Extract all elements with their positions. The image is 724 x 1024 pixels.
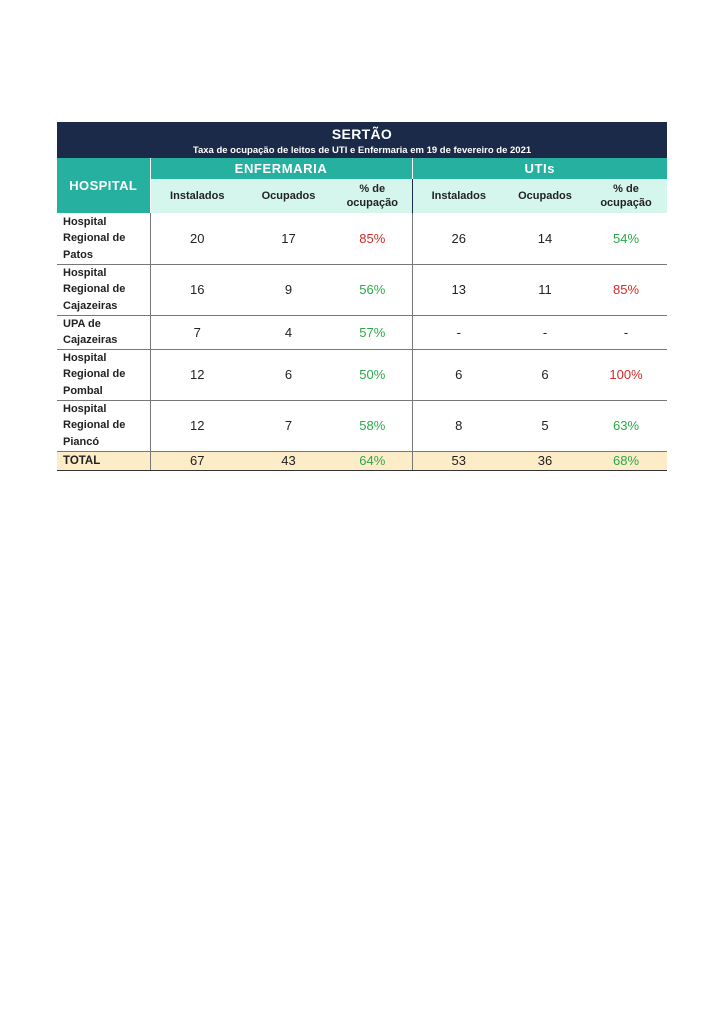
header-uti-instalados: Instalados: [412, 179, 505, 213]
enf-instalados-cell: 20: [150, 213, 244, 264]
header-enfermaria: ENFERMARIA: [150, 158, 412, 179]
total-enf-instalados: 67: [150, 451, 244, 470]
uti-pct-cell: -: [585, 315, 667, 349]
header-utis: UTIs: [412, 158, 667, 179]
header-enf-instalados: Instalados: [150, 179, 244, 213]
header-uti-ocupados: Ocupados: [505, 179, 585, 213]
enf-pct-cell: 57%: [333, 315, 412, 349]
report-title: SERTÃO: [331, 126, 393, 142]
header-enf-ocupados: Ocupados: [244, 179, 333, 213]
uti-instalados-cell: 6: [412, 349, 505, 400]
uti-instalados-cell: 8: [412, 400, 505, 451]
header-pct-line2: ocupação: [346, 197, 398, 209]
table-row: [57, 264, 667, 315]
enf-instalados-cell: 7: [150, 315, 244, 349]
hospital-name-line: Cajazeiras: [63, 334, 118, 346]
table-row: [57, 400, 667, 451]
enf-pct-cell: 85%: [333, 213, 412, 264]
title-band: [57, 122, 667, 158]
enf-ocupados-cell: 6: [244, 349, 333, 400]
hospital-name: [57, 315, 150, 349]
table-row: [57, 315, 667, 349]
uti-ocupados-cell: 5: [505, 400, 585, 451]
header-pct-line1: % de: [613, 183, 639, 195]
header-pct-line1: % de: [359, 183, 386, 195]
hospital-name-line: Hospital: [63, 266, 107, 279]
enf-pct-cell: 56%: [333, 264, 412, 315]
hospital-name-line: Pombal: [63, 384, 103, 397]
table-row: [57, 213, 667, 264]
enf-ocupados-cell: 4: [244, 315, 333, 349]
hospital-name-line: Regional de: [63, 368, 126, 381]
hospital-name-line: Hospital: [63, 351, 107, 364]
hospital-name-line: Regional de: [63, 283, 126, 296]
hospital-name-line: Regional de: [63, 419, 126, 432]
uti-ocupados-cell: 11: [505, 264, 585, 315]
hospital-name: [57, 349, 150, 400]
uti-ocupados-cell: 6: [505, 349, 585, 400]
enf-instalados-cell: 16: [150, 264, 244, 315]
uti-instalados-cell: 26: [412, 213, 505, 264]
header-uti-pct: [585, 179, 667, 213]
enf-ocupados-cell: 9: [244, 264, 333, 315]
uti-ocupados-cell: 14: [505, 213, 585, 264]
total-enf-ocupados: 43: [244, 451, 333, 470]
report-subtitle: Taxa de ocupação de leitos de UTI e Enfermaria em 19 de fevereiro de 2021: [192, 145, 532, 156]
occupancy-table: [57, 158, 667, 471]
hospital-name: [57, 264, 150, 315]
hospital-name-line: Hospital: [63, 215, 107, 228]
header-pct-line2: ocupação: [600, 197, 652, 209]
total-uti-pct: 68%: [585, 451, 667, 470]
hospital-name: [57, 213, 150, 264]
total-uti-instalados: 53: [412, 451, 505, 470]
header-enf-pct: [333, 179, 412, 213]
enf-pct-cell: 50%: [333, 349, 412, 400]
total-row: [57, 451, 667, 470]
enf-ocupados-cell: 7: [244, 400, 333, 451]
hospital-name-line: UPA de: [63, 317, 101, 330]
uti-pct-cell: 100%: [585, 349, 667, 400]
uti-pct-cell: 54%: [585, 213, 667, 264]
enf-instalados-cell: 12: [150, 400, 244, 451]
header-hospital: HOSPITAL: [57, 158, 150, 213]
enf-ocupados-cell: 17: [244, 213, 333, 264]
total-uti-ocupados: 36: [505, 451, 585, 470]
hospital-name-line: Regional de: [63, 232, 126, 244]
occupancy-report: [57, 122, 667, 471]
hospital-name-line: Patos: [63, 248, 93, 261]
hospital-name-line: Hospital: [63, 402, 107, 415]
hospital-name: [57, 400, 150, 451]
hospital-name-line: Cajazeiras: [63, 299, 118, 312]
total-label: TOTAL: [57, 451, 150, 470]
hospital-name-line: Piancó: [63, 435, 100, 448]
uti-pct-cell: 63%: [585, 400, 667, 451]
uti-instalados-cell: 13: [412, 264, 505, 315]
table-row: [57, 349, 667, 400]
enf-instalados-cell: 12: [150, 349, 244, 400]
uti-ocupados-cell: -: [505, 315, 585, 349]
uti-pct-cell: 85%: [585, 264, 667, 315]
uti-instalados-cell: -: [412, 315, 505, 349]
enf-pct-cell: 58%: [333, 400, 412, 451]
total-enf-pct: 64%: [333, 451, 412, 470]
